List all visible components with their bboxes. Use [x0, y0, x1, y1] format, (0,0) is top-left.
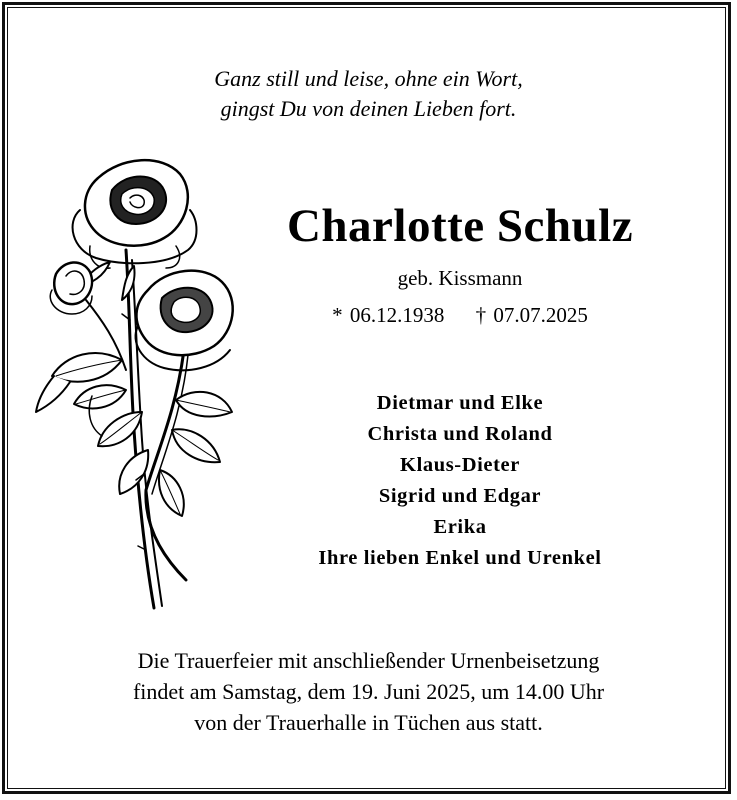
service-info [0, 645, 737, 738]
service-line-2: findet am Samstag, dem 19. Juni 2025, um 14.00 Uhr [132, 679, 605, 704]
mourners-list [230, 388, 690, 574]
service-line-3: von der Trauerhalle in Tüchen aus statt. [194, 710, 543, 735]
mourner: Erika [433, 516, 487, 538]
rose-icon [26, 150, 246, 620]
death-date: † 07.07.2025 [475, 303, 588, 327]
verse [0, 64, 737, 124]
mourner: Ihre lieben Enkel und Urenkel [318, 547, 602, 569]
verse-line-1: Ganz still und leise, ohne ein Wort, [214, 66, 523, 91]
service-line-1: Die Trauerfeier mit anschließender Urnenbeisetzung [137, 648, 600, 673]
verse-line-2: gingst Du von deinen Lieben fort. [220, 96, 517, 121]
mourner: Klaus-Dieter [400, 454, 520, 476]
life-dates [240, 301, 680, 329]
birth-date: * 06.12.1938 [332, 303, 445, 327]
mourner: Dietmar und Elke [376, 392, 544, 414]
maiden-name: geb. Kissmann [397, 266, 523, 290]
mourner: Christa und Roland [367, 423, 553, 445]
mourner: Sigrid und Edgar [378, 485, 542, 507]
deceased-name: Charlotte Schulz [286, 200, 634, 252]
